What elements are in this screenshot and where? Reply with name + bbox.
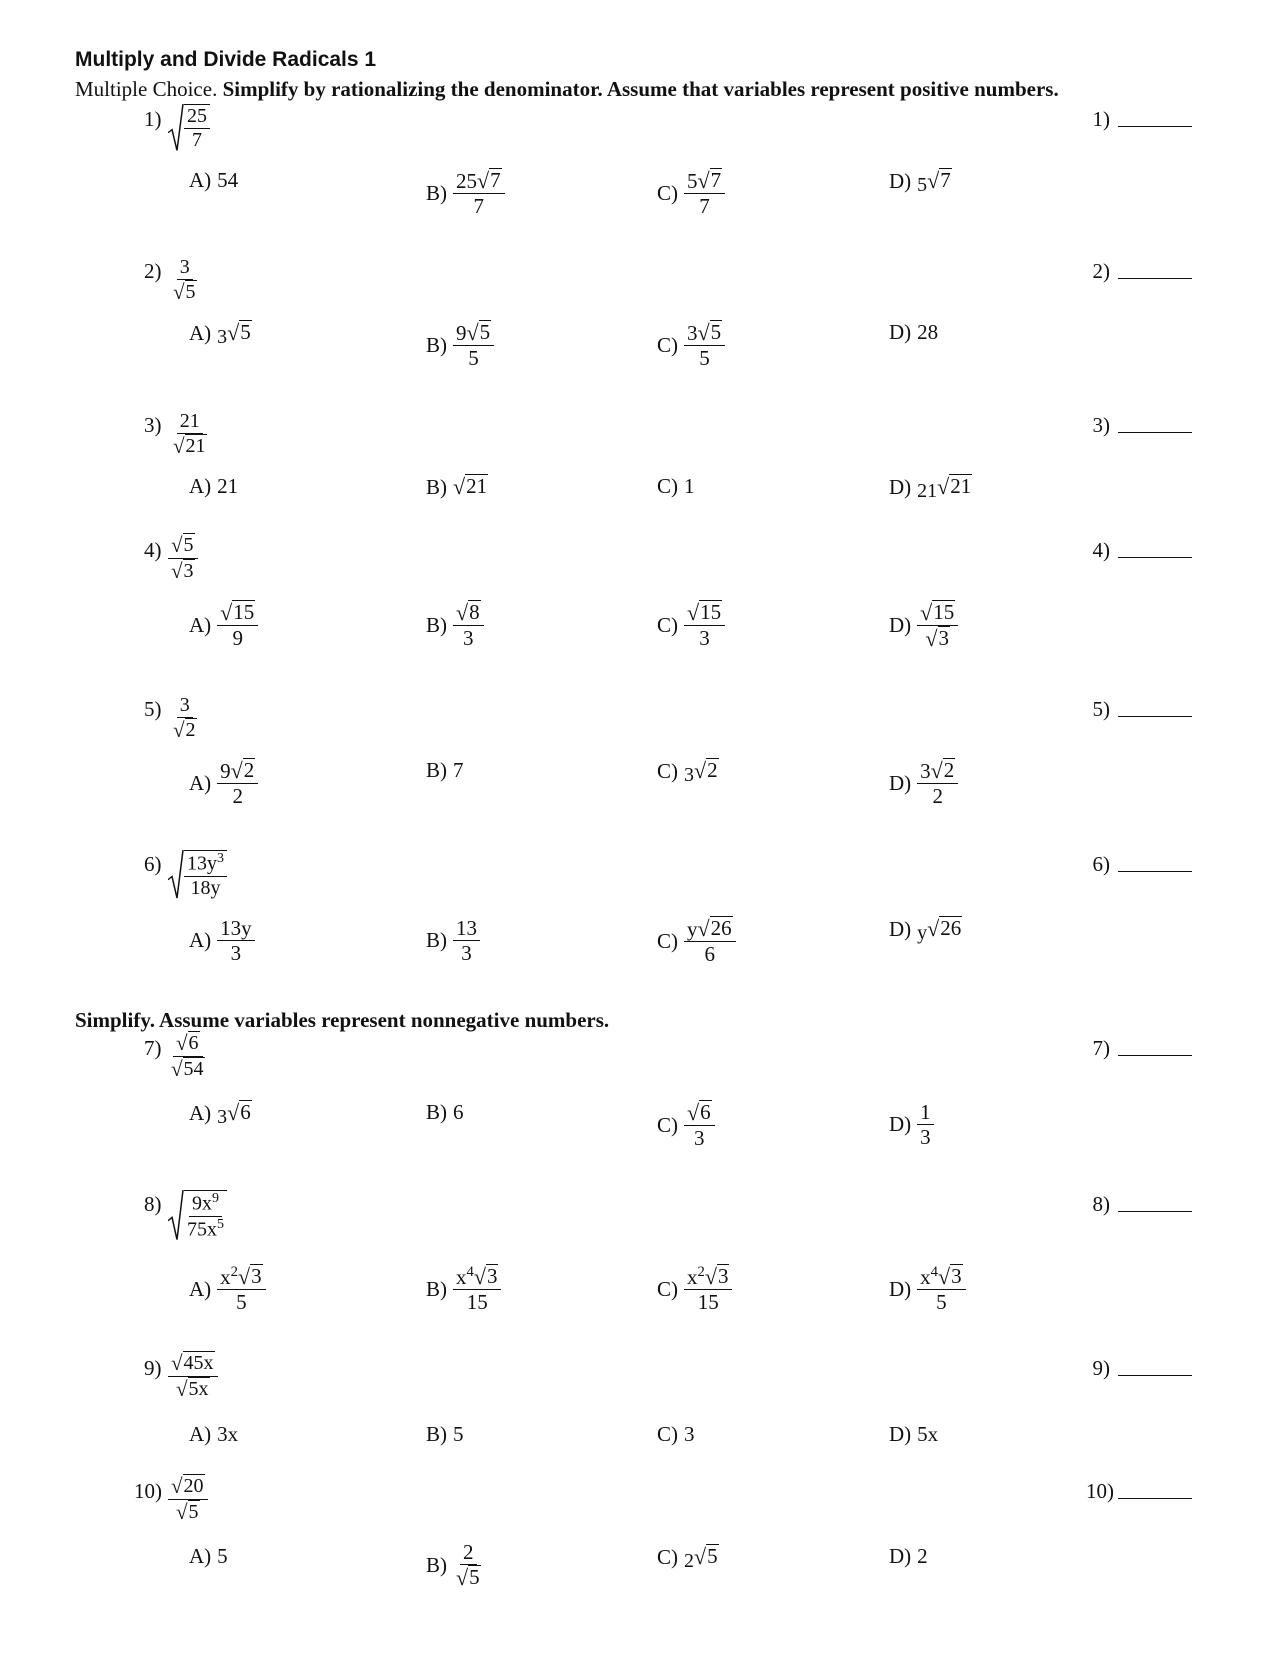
answer-blank[interactable] (1118, 557, 1192, 558)
question-number: 9) (144, 1356, 162, 1380)
answer-blank[interactable] (1118, 716, 1192, 717)
choice-b[interactable]: B) 5 (426, 1422, 464, 1446)
instructions (75, 77, 1059, 102)
choice-a[interactable]: A) 3 √ 6 (189, 1100, 251, 1128)
question-expression: $\frac{25}{7}$ (168, 104, 210, 152)
answer-number: 6) (1092, 852, 1110, 876)
choice-c[interactable]: C) √ 6 3 (657, 1100, 715, 1150)
question-number: 7) (144, 1036, 162, 1060)
choice-c[interactable]: C) 5 √ 7 7 (657, 168, 725, 218)
choice-d[interactable]: D) 5 √ 7 (889, 168, 951, 196)
question-expression: √ 5 √ 3 (168, 533, 198, 584)
choice-a[interactable]: A) 54 (189, 168, 239, 192)
choice-c[interactable]: C) 2 √ 5 (657, 1544, 718, 1572)
choice-b[interactable]: B) $\frac{13}{3}$ (426, 916, 480, 965)
question-expression: 21 √ 21 (173, 410, 206, 458)
choice-c[interactable]: C) 3 √ 5 5 (657, 320, 725, 370)
choice-a[interactable]: A) 21 (189, 474, 239, 498)
answer-blank[interactable] (1118, 871, 1192, 872)
choice-a[interactable]: A) 3 √ 5 (189, 320, 251, 348)
instructions-prefix: Multiple Choice. (75, 77, 218, 101)
answer-number: 2) (1092, 259, 1110, 283)
choice-a[interactable]: A) 9 √ 2 2 (189, 758, 258, 808)
choice-b[interactable]: B) 2 √ 5 (426, 1540, 480, 1591)
choice-d[interactable]: D) 5x (889, 1422, 939, 1446)
choice-d[interactable]: D) 28 (889, 320, 939, 344)
choice-d[interactable]: D) $x^4$ √ 3 5 (889, 1264, 966, 1314)
answer-blank[interactable] (1118, 126, 1192, 127)
choice-a[interactable]: A) 3x (189, 1422, 239, 1446)
choice-d[interactable]: D) 21 √ 21 (889, 474, 972, 502)
question-number: 5) (144, 697, 162, 721)
question-expression: 3 √ 5 (173, 256, 196, 304)
answer-blank[interactable] (1118, 1055, 1192, 1056)
answer-blank[interactable] (1118, 1211, 1192, 1212)
question-expression: 3 √ 2 (173, 694, 196, 742)
answer-number: 7) (1092, 1036, 1110, 1060)
choice-b[interactable]: B) $x^4$ √ 3 15 (426, 1264, 501, 1314)
worksheet-title: Multiply and Divide Radicals 1 (75, 48, 377, 71)
answer-blank[interactable] (1118, 1498, 1192, 1499)
answer-number: 9) (1092, 1356, 1110, 1380)
choice-d[interactable]: D) √ 15 √ 3 (889, 600, 958, 652)
question-number: 2) (144, 259, 162, 283)
answer-blank[interactable] (1118, 1375, 1192, 1376)
choice-c[interactable]: C) $x^2$ √ 3 15 (657, 1264, 732, 1314)
choice-d[interactable]: D) 3 √ 2 2 (889, 758, 958, 808)
question-expression: √ 20 √ 5 (168, 1474, 208, 1525)
choice-b[interactable]: B) √ 21 (426, 474, 488, 499)
choice-a[interactable]: A) 5 (189, 1544, 228, 1568)
choice-d[interactable]: D) y √ 26 (889, 916, 962, 944)
answer-number: 10) (1086, 1479, 1114, 1503)
question-expression: √ 45x √ 5x (168, 1351, 218, 1402)
choice-b[interactable]: B) 25 √ 7 7 (426, 168, 505, 218)
choice-c[interactable]: C) 1 (657, 474, 695, 498)
answer-blank[interactable] (1118, 432, 1192, 433)
question-number: 1) (144, 107, 162, 131)
answer-number: 8) (1092, 1192, 1110, 1216)
choice-b[interactable]: B) 9 √ 5 5 (426, 320, 494, 370)
question-number: 3) (144, 413, 162, 437)
answer-number: 5) (1092, 697, 1110, 721)
question-expression: √ 6 √ 54 (171, 1031, 204, 1081)
instructions-text: Simplify by rationalizing the denominator. Assume that variables represent positive numbers. (222, 77, 1059, 101)
choice-c[interactable]: C) y √ 26 6 (657, 916, 736, 966)
choice-a[interactable]: A) √ 15 9 (189, 600, 258, 650)
question-number: 6) (144, 852, 162, 876)
question-expression: $\frac{13y^3}{18y}$ (168, 850, 227, 900)
choice-a[interactable]: A) $\frac{13y}{3}$ (189, 916, 255, 965)
answer-number: 1) (1092, 107, 1110, 131)
choice-c[interactable]: C) √ 15 3 (657, 600, 725, 650)
choice-b[interactable]: B) √ 8 3 (426, 600, 484, 650)
answer-blank[interactable] (1118, 278, 1192, 279)
answer-number: 3) (1092, 413, 1110, 437)
choice-d[interactable]: D) $\frac{1}{3}$ (889, 1100, 934, 1149)
choice-c[interactable]: C) 3 (657, 1422, 695, 1446)
section-instructions: Simplify. Assume variables represent nonnegative numbers. (75, 1008, 610, 1032)
choice-b[interactable]: B) 7 (426, 758, 464, 782)
question-number: 4) (144, 538, 162, 562)
question-number: 10) (134, 1479, 162, 1503)
choice-c[interactable]: C) 3 √ 2 (657, 758, 718, 786)
question-number: 8) (144, 1192, 162, 1216)
question-expression: $\frac{9x^9}{75x^5}$ (168, 1190, 227, 1241)
choice-a[interactable]: A) $x^2$ √ 3 5 (189, 1264, 266, 1314)
answer-number: 4) (1092, 538, 1110, 562)
choice-d[interactable]: D) 2 (889, 1544, 928, 1568)
choice-b[interactable]: B) 6 (426, 1100, 464, 1124)
